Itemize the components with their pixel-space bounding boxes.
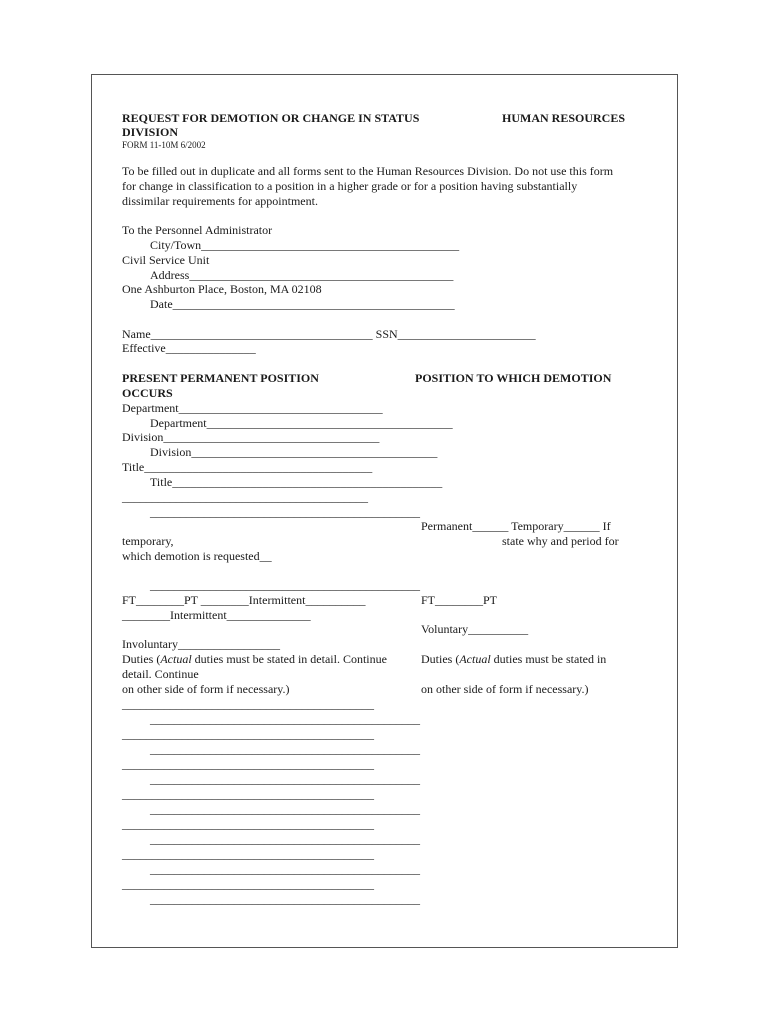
duties-line[interactable]: __________________________________________ — [122, 757, 374, 771]
duties-line[interactable]: __________________________________________ — [122, 847, 374, 861]
new-ft-pt-field[interactable]: FT________PT — [421, 593, 498, 607]
form-page — [91, 74, 678, 948]
present-ft-pt-field[interactable]: FT________PT ________Intermittent__________ — [122, 593, 366, 607]
present-title-field[interactable]: Title______________________________________ — [122, 460, 373, 474]
form-title-continued: DIVISION — [122, 125, 179, 139]
voluntary-field[interactable]: Voluntary__________ — [421, 622, 529, 636]
duties-line[interactable]: _____________________________________________ — [150, 772, 420, 786]
date-field[interactable]: Date_______________________________________________ — [150, 297, 455, 311]
instructions-line-3: dissimilar requirements for appointment. — [122, 194, 318, 208]
new-duties-other: on other side of form if necessary.) — [421, 682, 589, 696]
duties-line[interactable]: _____________________________________________ — [150, 712, 420, 726]
duties-line[interactable]: __________________________________________ — [122, 787, 374, 801]
present-division-field[interactable]: Division____________________________________ — [122, 430, 380, 444]
temporary-label: temporary, — [122, 534, 174, 548]
duties-line[interactable]: _____________________________________________ — [150, 862, 420, 876]
present-blank-line[interactable]: _________________________________________ — [122, 490, 368, 504]
present-duties-label: Duties (Actual duties must be stated in detail. Continue — [122, 652, 387, 666]
department-heading: HUMAN RESOURCES — [502, 111, 626, 125]
new-blank-line[interactable]: _____________________________________________ — [150, 505, 420, 519]
duties-line[interactable]: _____________________________________________ — [150, 802, 420, 816]
present-duties-cont: detail. Continue — [122, 667, 199, 681]
duties-line[interactable]: _____________________________________________ — [150, 892, 420, 906]
address-field[interactable]: Address____________________________________________ — [150, 268, 454, 282]
duties-line[interactable]: _____________________________________________ — [150, 832, 420, 846]
duties-line[interactable]: __________________________________________ — [122, 817, 374, 831]
present-duties-other: on other side of form if necessary.) — [122, 682, 290, 696]
present-department-field[interactable]: Department__________________________________ — [122, 401, 383, 415]
form-number: FORM 11-10M 6/2002 — [122, 140, 206, 150]
city-town-field[interactable]: City/Town___________________________________________ — [150, 238, 460, 252]
present-position-heading-cont: OCCURS — [122, 386, 173, 400]
street-address: One Ashburton Place, Boston, MA 02108 — [122, 282, 322, 296]
state-why-label: state why and period for — [502, 534, 619, 548]
which-demotion-field[interactable]: which demotion is requested__ — [122, 549, 272, 563]
new-title-field[interactable]: Title_____________________________________________ — [150, 475, 443, 489]
duties-line[interactable]: __________________________________________ — [122, 727, 374, 741]
instructions-line-2: for change in classification to a position in a higher grade or for a position having substantially — [122, 179, 578, 193]
civil-service-unit: Civil Service Unit — [122, 253, 210, 267]
effective-field[interactable]: Effective_______________ — [122, 341, 256, 355]
duties-line[interactable]: __________________________________________ — [122, 697, 374, 711]
reason-blank-line[interactable]: _____________________________________________ — [150, 578, 420, 592]
instructions-line-1: To be filled out in duplicate and all forms sent to the Human Resources Division. Do not use this form — [122, 164, 614, 178]
form-title: REQUEST FOR DEMOTION OR CHANGE IN STATUS — [122, 111, 420, 125]
new-department-field[interactable]: Department_________________________________________ — [150, 416, 453, 430]
new-position-heading: POSITION TO WHICH DEMOTION — [415, 371, 612, 385]
present-position-heading: PRESENT PERMANENT POSITION — [122, 371, 319, 385]
to-administrator: To the Personnel Administrator — [122, 223, 273, 237]
intermittent-field[interactable]: ________Intermittent______________ — [122, 608, 311, 622]
permanent-temporary-field[interactable]: Permanent______ Temporary______ If — [421, 519, 611, 533]
name-ssn-field[interactable]: Name_____________________________________ SSN_______________________ — [122, 327, 536, 341]
involuntary-field[interactable]: Involuntary_________________ — [122, 637, 280, 651]
duties-line[interactable]: _____________________________________________ — [150, 742, 420, 756]
duties-line[interactable]: __________________________________________ — [122, 877, 374, 891]
new-duties-label: Duties (Actual duties must be stated in — [421, 652, 607, 666]
new-division-field[interactable]: Division_________________________________________ — [150, 445, 438, 459]
